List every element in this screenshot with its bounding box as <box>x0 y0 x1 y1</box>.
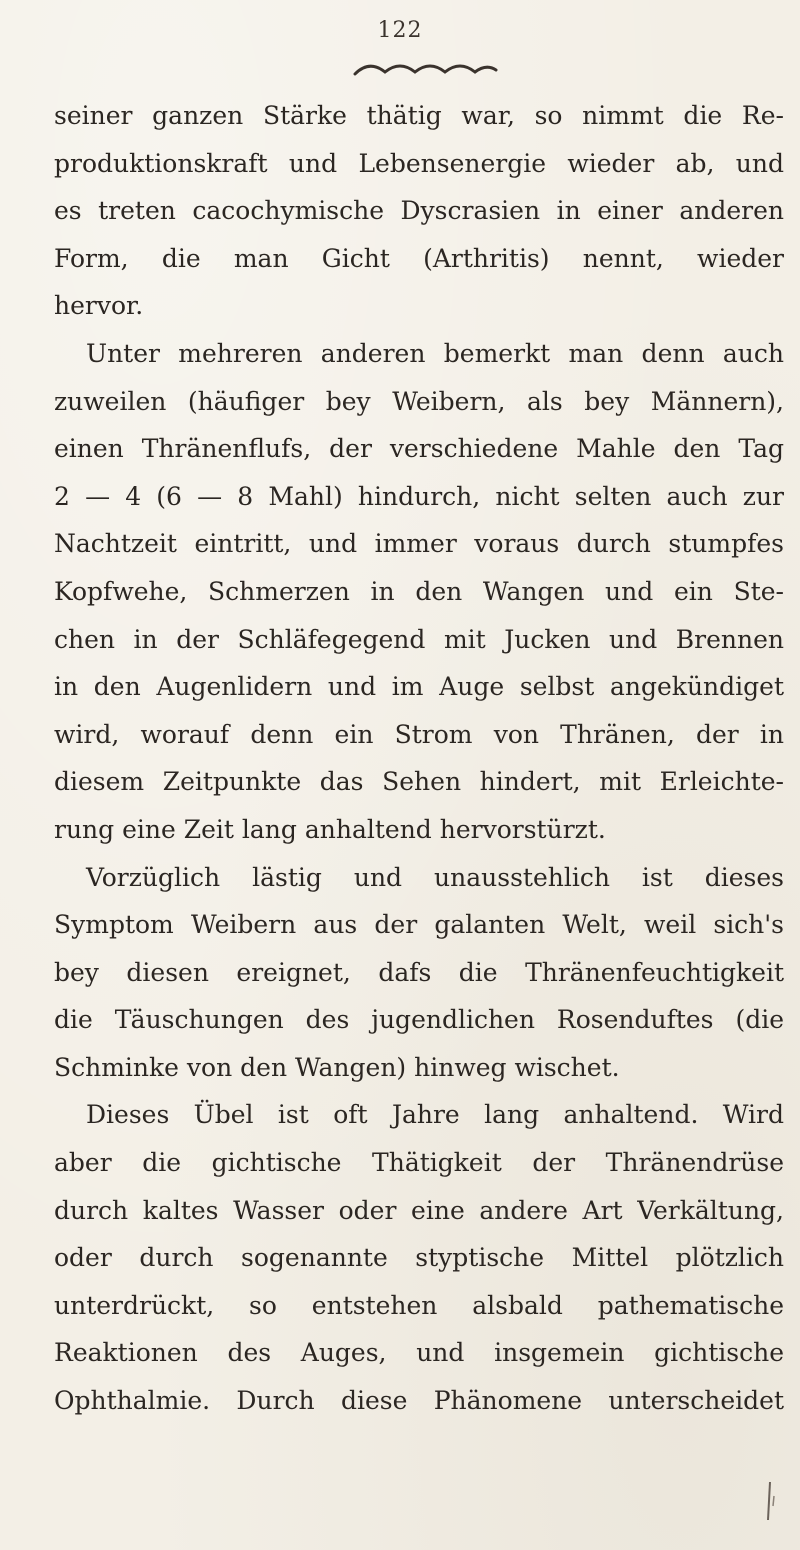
text-line: einen Thränenflufs, der verschiedene Mahle den Tag <box>54 434 784 464</box>
text-line: produktionskraft und Lebensenergie wieder ab, und <box>54 148 784 178</box>
text-line: zuweilen (häufiger bey Weibern, als bey Männern), <box>54 386 784 416</box>
text-line: Reaktionen des Auges, und insgemein gichtische <box>54 1338 784 1368</box>
text-line: rung eine Zeit lang anhaltend hervorstürzt. <box>54 814 606 844</box>
text-line: in den Augenlidern und im Auge selbst angekündiget <box>54 672 784 702</box>
text-line: die Täuschungen des jugendlichen Rosenduftes (die <box>54 1005 784 1035</box>
text-line: Vorzüglich lästig und unausstehlich ist dieses <box>86 862 784 892</box>
ink-smudge-icon <box>756 1476 786 1526</box>
text-line: chen in der Schläfegegend mit Jucken und Brennen <box>54 624 784 654</box>
text-line: bey diesen ereignet, dafs die Thränenfeuchtigkeit <box>54 957 784 987</box>
text-line: Ophthalmie. Durch diese Phänomene unterscheidet <box>54 1386 784 1416</box>
text-line: es treten cacochymische Dyscrasien in einer anderen <box>54 196 784 226</box>
body-text <box>54 92 784 1425</box>
text-line: 2 — 4 (6 — 8 Mahl) hindurch, nicht selten auch zur <box>54 481 784 511</box>
text-line: aber die gichtische Thätigkeit der Thränendrüse <box>54 1148 784 1178</box>
text-line: Dieses Übel ist oft Jahre lang anhaltend. Wird <box>86 1100 784 1130</box>
text-line: Kopfwehe, Schmerzen in den Wangen und ein Ste- <box>54 576 784 606</box>
text-line: Form, die man Gicht (Arthritis) nennt, wieder <box>54 243 784 273</box>
text-line: diesem Zeitpunkte das Sehen hindert, mit Erleichte- <box>54 767 784 797</box>
text-line: oder durch sogenannte styptische Mittel plötzlich <box>54 1243 784 1273</box>
text-line: unterdrückt, so entstehen alsbald pathematische <box>54 1290 784 1320</box>
text-line: Schminke von den Wangen) hinweg wischet. <box>54 1052 620 1082</box>
text-line: wird, worauf denn ein Strom von Thränen, der in <box>54 719 784 749</box>
text-line: hervor. <box>54 291 144 321</box>
text-line: Nachtzeit eintritt, und immer voraus durch stumpfes <box>54 529 784 559</box>
text-line: Unter mehreren anderen bemerkt man denn auch <box>86 338 784 368</box>
wave-ornament-icon <box>350 62 500 80</box>
text-line: Symptom Weibern aus der galanten Welt, weil sich's <box>54 910 784 940</box>
page-number: 122 <box>377 18 423 43</box>
text-line: seiner ganzen Stärke thätig war, so nimmt die Re- <box>54 101 784 130</box>
text-line: durch kaltes Wasser oder eine andere Art Verkältung, <box>54 1195 784 1225</box>
